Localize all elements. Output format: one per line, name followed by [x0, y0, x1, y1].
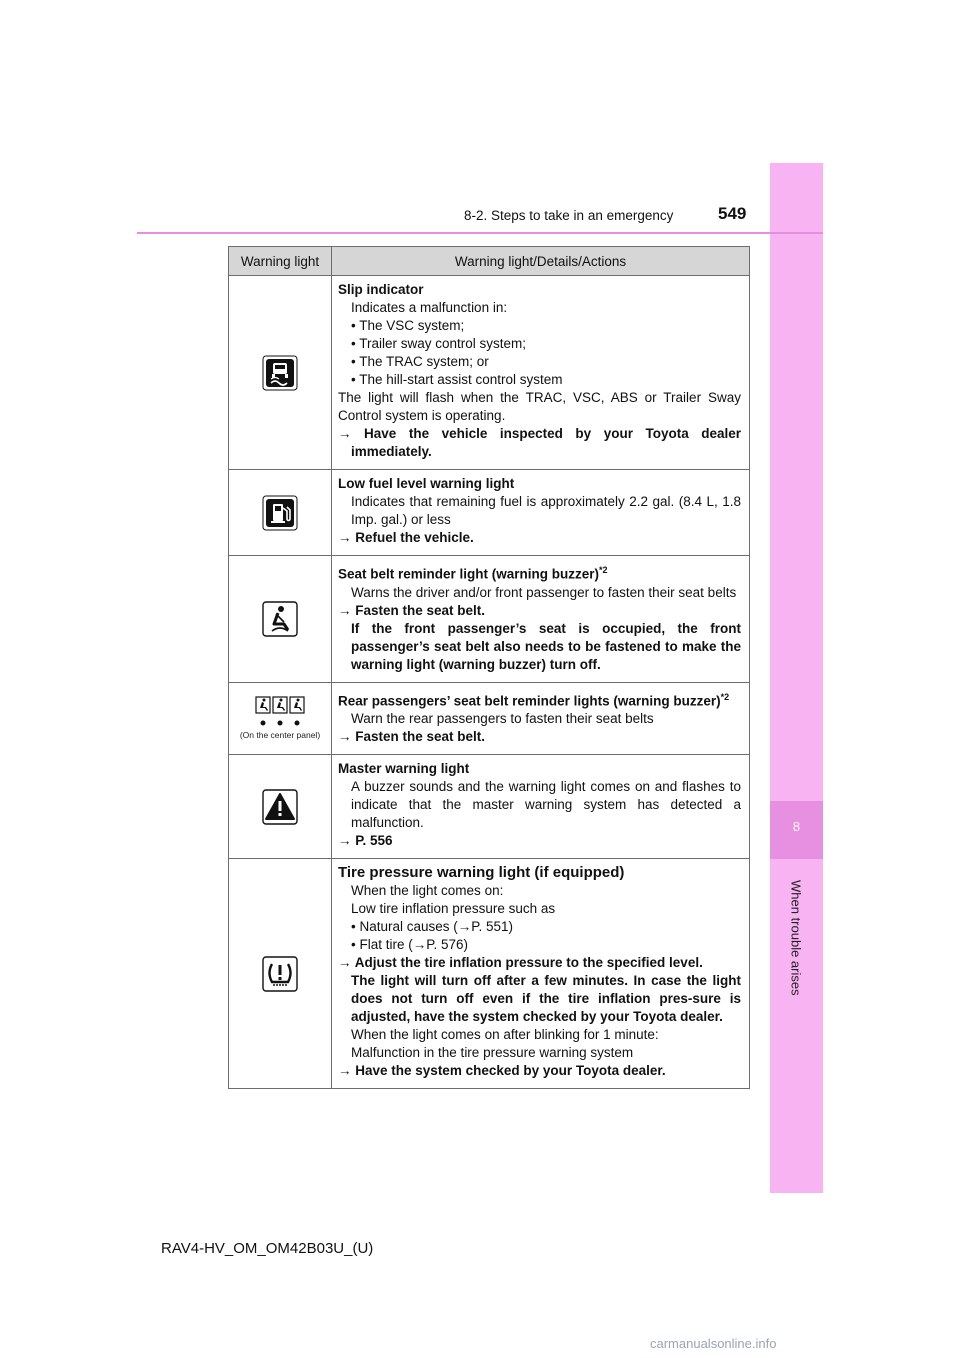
tire-pressure-icon [262, 956, 298, 992]
row-title [338, 688, 741, 711]
row-action: → Adjust the tire inflation pressure to the specified level. [338, 955, 703, 970]
table-row [229, 276, 750, 470]
row-action: → Have the vehicle inspected by your Toyota dealer immediately. [338, 426, 741, 459]
bullet-item: • Natural causes (→P. 551) [351, 919, 514, 934]
table-row [229, 470, 750, 556]
table-header-row [229, 247, 750, 276]
action-text: Fasten the seat belt. [355, 602, 486, 618]
row-subheading: When the light comes on: [351, 883, 504, 898]
action-text: Fasten the seat belt. [355, 729, 486, 744]
details-cell [332, 470, 750, 556]
header-divider [137, 232, 823, 234]
icon-cell [229, 755, 332, 859]
icon-cell [229, 470, 332, 556]
row-title [338, 561, 741, 584]
action-text: Adjust the tire inflation pressure to the specified level. [354, 955, 703, 970]
fuel-pump-icon [262, 495, 298, 531]
footnote-mark: *2 [720, 691, 730, 702]
icon-cell [229, 682, 332, 755]
bullet-item: • The VSC system; [351, 318, 465, 333]
footnote-mark: *2 [599, 565, 608, 575]
row-subheading: When the light comes on after blinking for 1 minute: [351, 1027, 659, 1042]
row-description: Warn the rear passengers to fasten their seat belts [351, 711, 654, 726]
row-description: A buzzer sounds and the warning light comes on and flashes to indicate that the master warning system has detected a malfunction. [351, 779, 741, 830]
details-cell [332, 276, 750, 470]
action-text: Have the vehicle inspected by your Toyota dealer immediately. [351, 426, 741, 459]
master-warning-icon [262, 789, 298, 825]
title-text: Seat belt reminder light (warning buzzer) [338, 566, 600, 582]
row-description: Indicates a malfunction in: [351, 300, 508, 315]
icon-caption: (On the center panel) [239, 730, 321, 741]
column-header-warning-light: Warning light [229, 247, 332, 276]
details-cell [332, 859, 750, 1089]
details-cell [332, 682, 750, 755]
row-title: Slip indicator [338, 282, 424, 297]
title-text: Rear passengers’ seat belt reminder lights (warning buzzer) [338, 693, 721, 708]
row-description: Malfunction in the tire pressure warning system [351, 1045, 634, 1060]
watermark: carmanualsonline.info [650, 1336, 777, 1351]
row-description: Warns the driver and/or front passenger to fasten their seat belts [351, 584, 737, 600]
table-row [229, 755, 750, 859]
row-action: → Fasten the seat belt. [338, 602, 486, 618]
row-description: Low tire inflation pressure such as [351, 901, 556, 916]
bullet-item: • Flat tire (→P. 576) [351, 937, 469, 952]
row-title: Tire pressure warning light (if equipped) [338, 864, 625, 881]
bullet-item: • Trailer sway control system; [351, 336, 527, 351]
details-cell [332, 755, 750, 859]
page-reference-link[interactable]: P. 556 [355, 833, 393, 848]
section-title: 8-2. Steps to take in an emergency [464, 208, 674, 223]
chapter-number: 8 [792, 819, 801, 834]
chapter-tab[interactable] [770, 801, 823, 859]
page-number: 549 [718, 204, 747, 223]
column-header-details: Warning light/Details/Actions [332, 247, 750, 276]
icon-cell [229, 556, 332, 683]
icon-cell [229, 859, 332, 1089]
table-row [229, 859, 750, 1089]
row-title: Master warning light [338, 761, 470, 776]
row-action: → Fasten the seat belt. [338, 729, 486, 744]
chapter-sidebar [770, 163, 823, 1193]
details-cell [332, 556, 750, 683]
table-row [229, 682, 750, 755]
seat-belt-icon [262, 601, 298, 637]
row-action: → Refuel the vehicle. [338, 530, 474, 545]
row-description: Indicates that remaining fuel is approximately 2.2 gal. (8.4 L, 1.8 Imp. gal.) or less [351, 494, 741, 527]
rear-seat-belt-icon [255, 696, 305, 728]
bullet-item: • The TRAC system; or [351, 354, 489, 369]
action-text: Have the system checked by your Toyota dealer. [355, 1063, 666, 1078]
chapter-title: When trouble arises [788, 880, 804, 996]
action-text: Refuel the vehicle. [355, 530, 474, 545]
document-code: RAV4-HV_OM_OM42B03U_(U) [161, 1240, 374, 1257]
action-note: If the front passenger’s seat is occupied, the front passenger’s seat belt also needs to be fastened to make the warning light (warning buzzer) turn off. [351, 620, 741, 672]
bullet-item: • The hill-start assist control system [351, 372, 563, 387]
slip-indicator-icon [262, 355, 298, 391]
row-title: Low fuel level warning light [338, 476, 515, 491]
row-note: The light will flash when the TRAC, VSC, ABS or Trailer Sway Control system is operating. [338, 390, 741, 423]
icon-cell [229, 276, 332, 470]
row-action: → P. 556 [338, 833, 393, 848]
warning-light-table [228, 246, 750, 1089]
row-action: → Have the system checked by your Toyota dealer. [338, 1063, 666, 1078]
action-note: The light will turn off after a few minutes. In case the light does not turn off even if the tire inflation pres-sure is adjusted, have the system checked by your Toyota dealer. [351, 973, 741, 1024]
table-row [229, 556, 750, 683]
